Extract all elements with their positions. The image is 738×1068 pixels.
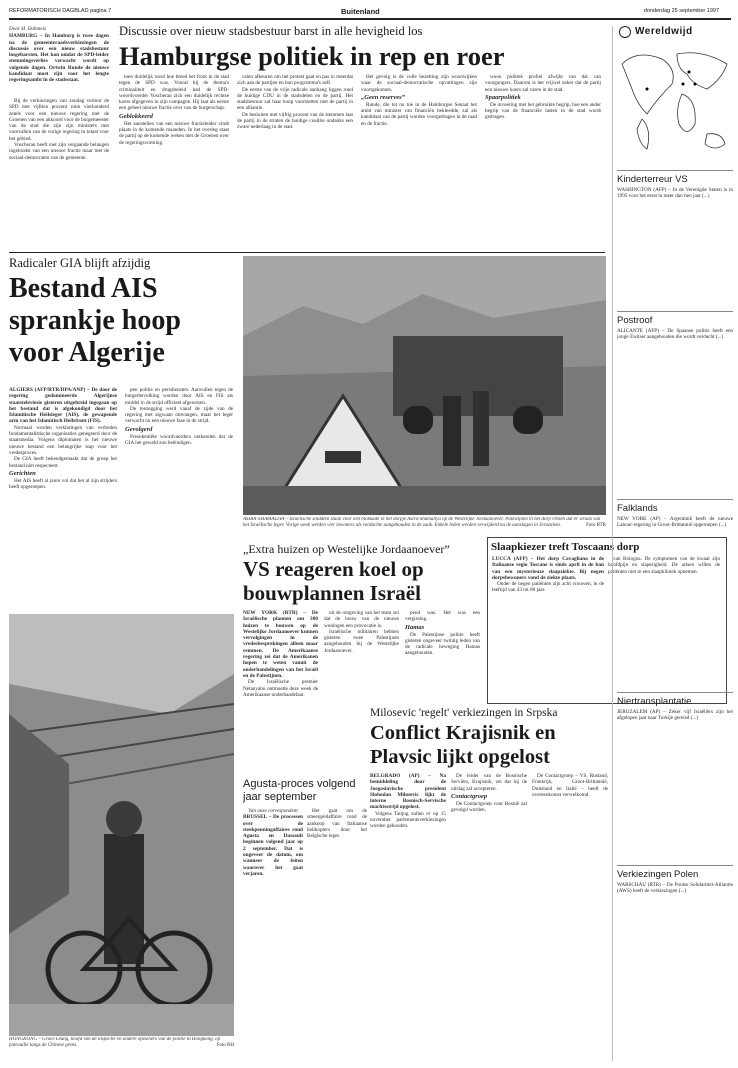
hongkong-credit: Foto RH [216,1043,234,1048]
sidebar-item-4-text: JERUZALEM (AP) – Zeker vijf Israëliërs zijn het afgelopen jaar naar Turkije gereisd (...) [617,709,733,722]
header-paper-page: REFORMATORISCH DAGBLAD pagina 7 [9,8,112,14]
hamburg-col3: calen afkeuren om het protest gaat en pas in meerdat zich aan de partijen en hun programma's zelf. De eerste van de vrije radicale aanhang liggen rond de huidige CDU in de stadsdelen en de partij. Het stadsbestuur zal haar hoop voortzetten met de partij in een alliantie. De besluiten met vijftig procent van de stemmen laat de partij in de straten de huidige coalitie ondanks een zware nederlaag in de stad. [237,74,353,131]
milosevic-col3: De Contactgroep – VS, Rusland, Frankrijk, Groot-Brittannië, Duitsland en Italië – heeft de overeenkomst verwelkomd. [532,773,608,798]
agusta-col1 [243,808,303,1008]
milosevic-headline [370,721,610,769]
milosevic-headline-2: Plavsic lijkt opgelost [370,746,550,768]
checkpoint-photo-image [243,256,606,515]
algerije-headline-1: Bestand AIS [9,273,158,304]
milosevic-kicker: Milosevic 'regelt' verkiezingen in Srpska [370,707,558,719]
sidebar-item-3-text: NEW YORK (AP) – Argentinië heeft de nieuwe Labour-regering in Groot-Brittannië opgeroepen (...) [617,516,733,529]
page-header [9,7,731,18]
hamburg-intro [9,26,109,94]
world-map [617,44,733,164]
wereldwijd-logo [617,26,733,40]
checkpoint-credit: Foto RTR [586,523,606,528]
milosevic-col2: De leider van de Bosnische Serviërs, Krajisnik, zei dat hij de uitslag zal accepteren. Contactgroep De Contactgroep voor Bosnië zal gevolgd worden. [451,773,527,814]
hamburg-col5: woon politiek profiel afwijkt van dat van voorgangers. Daarom is het vrijwel zeker dat de partij een nieuwe koers zal varen in de stad. Spaarpolitiek De invoering met het gebruikte begrip, hoe een ander begrip van de financiële lasten in de stad wordt gedragen. [485,74,601,121]
milosevic-lead: BELGRADO (AP) – Na bemiddeling door de Joegoslavische president Slobodan Milosevic lijkt de interne Bosnisch-Servische machtsstrijd opgelost. [370,773,446,811]
checkpoint-caption [243,517,606,539]
algerije-headline-2: sprankje hoop [9,305,181,336]
toscaans-headline: Slaapkiezer treft Toscaans dorp [491,541,640,553]
hongkong-photo [9,614,234,1036]
hamburg-headline: Hamburgse politiek in rep en roer [119,41,505,71]
sidebar-item-1-title: Kinderterreur VS [617,174,688,185]
vs-subhead-1: Hamas [405,623,425,631]
hamburg-col1: Bij de verkiezingen van zondag verloor de SPD met vijftien procent ruim vierhonderd zetels voor een nieuwe regering met de Groenen van een akkoord voor de burgemeester van de stad die zijn zijn ministers met voorvallen van de vorige regering in totaal voor het gebied. Voscherau heeft niet zijn vergaande belangen ingeloodst van een nieuwe fractie maar met de sociaal-democraten van de gemeente. [9,98,109,161]
checkpoint-caption-text: ASIRA-SHAMALIYA – Israëlische soldaten staan voor een blokkade in het dorpje Asira-Shamaliya op de Westelijke Jordaanoever. Palestijnen in het dorp vrezen dat er wraak van het Israëlische leger. Vorige week werden vier inwoners als verdachte aangehouden in de zaak. Enkele leden werden verwijderd na de aanslagen in Jeruzalem. [243,517,601,528]
header-date: donderdag 25 september 1997 [643,8,719,14]
hamburg-kicker: Discussie over nieuw stadsbestuur barst in alle hevigheid los [119,26,423,38]
sidebar-item-1 [617,170,733,305]
algerije-headline-3: voor Algerije [9,337,165,368]
algerije-subhead-2: Gevolgerd [125,425,153,433]
wereldwijd-logo-text: Wereldwijd [635,26,693,37]
agusta-lead: BRUSSEL – De processen over de steekpenningaffaires rond Agusta en Dassault beginnen volgend jaar op 2 september. Dat is ongeveer de datum, om wanneer de feiten waarover het gaat verjaren. [243,814,303,877]
world-map-image [617,44,732,164]
agusta-headline: Agusta-proces volgend jaar september [243,778,356,803]
milosevic-headline-1: Conflict Krajisnik en [370,722,556,744]
algerije-article [9,256,234,611]
algerije-headline [9,273,234,369]
hamburg-byline: Door H. Dobmeis [9,26,47,32]
sidebar-item-1-text: WASHINGTON (AFP) – In de Verenigde Staten is in 1995 voor het eerst in meer dan tien jaar (...) [617,187,733,200]
sidebar-item-3 [617,499,733,686]
vs-kicker: „Extra huizen op Westelijke Jordaanoever” [243,542,450,556]
sidebar-item-2-text: ALICANTE (AFP) – De Spaanse politie heeft een jonge Zwitser aangehouden die wordt verdacht (...) [617,328,733,341]
toscaans-col2: van Bologna. De symptomen van de kwaal zijn hoofdpijn en slaperigheid. De artsen willen de patiënten niet in een slaapkliniek opnemen. [608,556,720,575]
algerije-col2: pen politie en persdiensten. Aanvullen tegen de burgerbevolking worden door AIS en FIS als middel in de strijd officieel afgewezen. De toezegging werd vanaf de zijde van de regering met argwaan ontvangen, maar het leger verwacht nu een nieuwe fase in de strijd. Gevolgerd Presidentiële woordvoerders ontkenden dat de GIA het geweld zou beëindigen. [125,387,233,447]
sidebar-item-5-text: WARSCHAU (RTR) – De Poolse Solidariteit-Alliantie (AWS) heeft de verkiezingen (...) [617,882,733,895]
sidebar-item-5-title: Verkiezingen Polen [617,869,699,880]
toscaans-lead: LUCCA (AFP) – Het dorp Cavagliano in de Italiaanse regio Toscane is sinds april in de ban van een mysterieuze slaapziekte. Bij negen dorpsbewoners vond de ziekte plaats. [492,556,604,581]
sidebar-item-5 [617,865,733,1002]
algerije-kicker: Radicaler GIA blijft afzijdig [9,256,151,270]
algerije-lead: ALGIERS (AFP/RTR/DPA/ANP) – De door de regering gedomineerde Algerijnse staatsteleviesie gisteren uitgebreid ingegaan op het bestand dat is afgekondigd door het Islamitische Heilsleger (AIS), de gewapende arm van het Islamitisch Heilsfront (FIS). [9,387,117,425]
hamburg-article [9,26,605,251]
hamburg-col4: Het gevolg is de volle bezetting zijn woonwijken waar de sociaal-democratische opvattingen zijn voortgekomen. „Geen reserves” Runde, die tot nu toe in de Hamburgse Senaat het ambt van minister van financiën bekleedde, zal als kandidaat van de partij worden voorgedragen in de raad en de fractie. [361,74,477,127]
algerije-col1: ALGIERS (AFP/RTR/DPA/ANP) – De door de regering gedomineerde Algerijnse staatsteleviesie gisteren uitgebreid ingegaan op het bestand dat is afgekondigd door het Islamitische Heilsleger (AIS), de gewapende arm van het Islamitisch Heilsfront (FIS). Normaal worden verklaringen van verboden fundamentalistische organisaties genegeerd door de staatsmedia. Volgens diplomaten is het nieuwe nieuwe bestand een belangrijke stap voor het vredesproces. De GIA heeft bekendgemaakt dat de groep het bestand niet respecteert. Gerichten Het AIS heeft al jaren vol dat het al zijn strijders heeft opgeroepen. [9,387,117,491]
vs-col1: NEW YORK (RTR) – De Israëlische plannen om 300 huizen te bouwen op de Westelijke Jordaanoever kunnen vervolgingen in de vredesbesprekingen alleen maar remmen. De Amerikaanse regering zei dat de Amerikanen hopen te weten vanuit de onderhandelingen van het Israël en de Palestijnen. De Israëlische premier Netanyahu ontmoette deze week de Amerikaanse onderhandelaar. [243,610,318,698]
sidebar-item-4 [617,692,733,859]
hamburg-subhead-3: Spaarpolitiek [485,93,521,101]
header-section: Buitenland [341,7,380,16]
hamburg-lead: HAMBURG – In Hamburg is twee dagen na de gemeenteraadsverkiezingen de discussie over een nieuw stadsbestuur losgebarsten. Het kon omdat de SPD-leider stemmingsverlies verwacht wordt op volgende dagen. Ortwin Runde de nieuwe kandidaat moet zijn voor het lengte regeringsambt in de stadsstaat. [9,33,109,84]
algerije-subhead-1: Gerichten [9,469,36,477]
vs-headline [243,557,481,605]
vs-col3: pend was. Het was een vergissing. Hamas De Palestijnse politie heeft gisteren ongeveer twintig leden van de radicale beweging Hamas aangehouden. [405,610,480,657]
hamburg-subhead-2: „Geen reserves” [361,93,405,101]
hongkong-caption [9,1037,234,1059]
hongkong-caption-text: HONGKONG – Grace Leung, hoofd van de inspectie en andere opzieners van de politie in Hongkong, op patrouille langs de Chinese grens. [9,1037,221,1048]
milosevic-col1: BELGRADO (AP) – Na bemiddeling door de Joegoslavische president Slobodan Milosevic lijkt de interne Bosnisch-Servische machtsstrijd opgelost. Volgens Tanjug zullen er op 15 november parlementsverkiezingen worden gehouden. [370,773,446,830]
milosevic-subhead-1: Contactgroep [451,792,488,800]
toscaans-col1: LUCCA (AFP) – Het dorp Cavagliano in de Italiaanse regio Toscane is sinds april in de ban van een mysterieuze slaapziekte. Bij negen dorpsbewoners vond de ziekte plaats. Onder de negen patiënten zijn acht vrouwen, in de leeftijd van 43 tot 88 jaar. [492,556,604,594]
vs-headline-1: VS reageren koel op [243,557,424,581]
agusta-byline: Van onze correspondent [248,808,298,814]
hamburg-col2: toen duidelijk werd hoe breed het front in de stad tegen de SPD was. Vooral bij de thema's criminaliteit en drugsbeleid had de SPD-woordvoerder Voscherau zich een duidelijk rechtse koers afgegeven in zijn campagne. Hij laat als eerste een geheel nieuwe fractie over van de burgerschap. Geblokkeerd Het aanstellen van een nieuwe fractieleider vindt plaats in de komende maanden. In het overleg staat de partij op de komende weken met de Groenen over de regeringsvorming. [119,74,229,146]
vs-headline-2: bouwplannen Israël [243,581,421,605]
sidebar-item-2 [617,311,733,493]
wereldwijd-sidebar [612,26,733,1061]
hamburg-bottom-rule [9,252,605,253]
sidebar-item-4-title: Niertransplantatie [617,696,692,707]
header-rule [9,18,731,20]
hongkong-photo-image [9,614,234,1036]
globe-icon [619,26,631,38]
sidebar-item-2-title: Postroof [617,315,653,326]
sidebar-item-3-title: Falklands [617,503,658,514]
vs-lead: NEW YORK (RTR) – De Israëlische plannen om 300 huizen te bouwen op de Westelijke Jordaanoever kunnen vervolgingen in de vredesbesprekingen alleen maar remmen. De Amerikaanse regering zei dat de Amerikanen hopen te weten vanuit de onderhandelingen van het Israël en de Palestijnen. [243,610,318,679]
vs-col2: uit de omgeving van het team zei dat de bouw van de nieuwe woningen een provocatie is. Israëlische militairen hebben gisteren twee Palestijnen aangehouden bij de Westelijke Jordaanoever. [324,610,399,654]
agusta-col2: Het gaat om de smeergeldaffaire rond de aankoop van Italiaanse helikopters door het Belgische leger. [307,808,367,840]
hamburg-subhead-1: Geblokkeerd [119,112,153,120]
checkpoint-photo [243,256,606,515]
